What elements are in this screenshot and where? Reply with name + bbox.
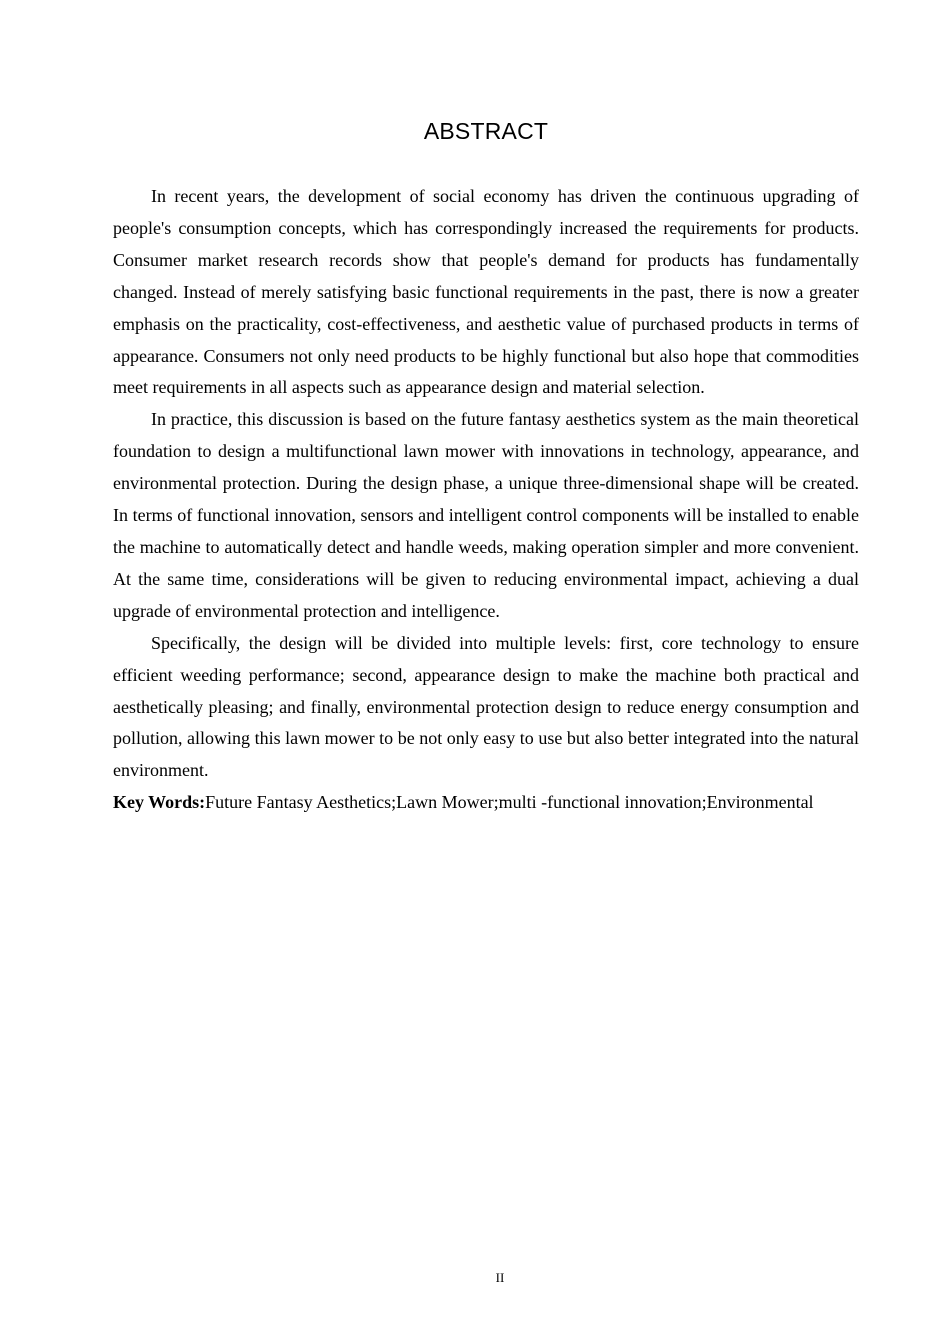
abstract-paragraph-3: Specifically, the design will be divided into multiple levels: first, core technology to ensure efficient weeding performance; second, appearance design to make the machine both practical and aesthetically pleasing; and finally, environmental protection design to reduce energy consumption and pollution, allowing this lawn mower to be not only easy to use but also better integrated into the natural environment.	[113, 632, 859, 781]
abstract-title: ABSTRACT	[423, 118, 549, 144]
keywords-line	[113, 787, 859, 819]
abstract-paragraph-2: In practice, this discussion is based on the future fantasy aesthetics system as the main theoretical foundation to design a multifunctional lawn mower with innovations in technology, appearance, and environmental protection. During the design phase, a unique three-dimensional shape will be created. In terms of functional innovation, sensors and intelligent control components will be installed to enable the machine to automatically detect and handle weeds, making operation simpler and more convenient. At the same time, considerations will be given to reducing environmental impact, achieving a dual upgrade of environmental protection and intelligence.	[113, 409, 859, 621]
abstract-body	[113, 181, 859, 819]
abstract-paragraph-1: In recent years, the development of social economy has driven the continuous upgrading of people's consumption concepts, which has correspondingly increased the requirements for products. Consumer market research records show that people's demand for products has fundamentally changed. Instead of merely satisfying basic functional requirements in the past, there is now a greater emphasis on the practicality, cost-effectiveness, and aesthetic value of purchased products in terms of appearance. Consumers not only need products to be highly functional but also hope that commodities meet requirements in all aspects such as appearance design and material selection.	[113, 186, 859, 398]
keywords-value: Future Fantasy Aesthetics;Lawn Mower;multi -functional innovation;Environmental	[205, 792, 814, 813]
keywords-label: Key Words:	[113, 792, 206, 813]
page-number: II	[495, 1270, 505, 1285]
